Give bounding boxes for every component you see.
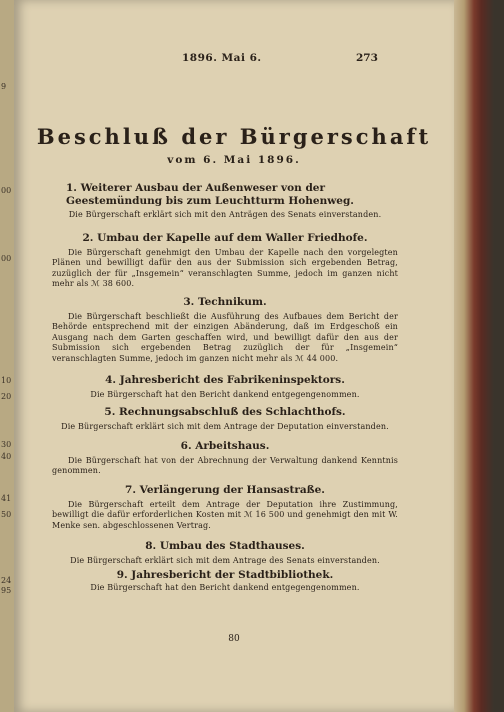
item-body: Die Bürgerschaft hat den Bericht dankend entgegengenommen.	[90, 389, 360, 399]
running-head-date: 1896. Mai 6.	[182, 52, 262, 64]
item-heading: 2. Umbau der Kapelle auf dem Waller Friedhofe.	[82, 232, 368, 244]
item-heading: 6. Arbeitshaus.	[180, 440, 270, 452]
resolution-item	[52, 232, 398, 290]
item-body: Die Bürgerschaft hat von der Abrechnung der Verwaltung dankend Kenntnis genommen.	[52, 455, 398, 475]
item-body: Die Bürgerschaft beschließt die Ausführung des Aufbaues dem Bericht der Behörde entsprechend mit der einzigen Abänderung, daß im Erdgeschoß ein Ausgang nach dem Garten geschaffen wird, und bewilligt dafür den aus der Submission sich ergebenden Betrag zuzüglich der für „Insgemein“ veranschlagten Summe, jedoch im ganzen nicht mehr als ℳ 44 000.	[52, 311, 398, 363]
resolution-item	[52, 406, 398, 432]
item-body: Die Bürgerschaft erklärt sich mit dem Antrage des Senats einverstanden.	[70, 555, 380, 565]
resolution-item	[52, 296, 398, 364]
margin-number: 95	[1, 586, 12, 595]
item-heading: 1. Weiterer Ausbau der Außenweser von der Geestemündung bis zum Leuchtturm Hohenweg.	[66, 182, 354, 207]
resolution-item	[52, 540, 398, 566]
margin-number: 41	[1, 494, 12, 503]
item-body: Die Bürgerschaft genehmigt den Umbau der Kapelle nach den vorgelegten Plänen und bewilligt dafür den aus der Submission sich ergebenden Betrag, zuzüglich der für „Insgemein“ veranschlagten Summe, jedoch im ganzen nicht mehr als ℳ 38 600.	[52, 247, 398, 288]
item-heading: 5. Rechnungsabschluß des Schlachthofs.	[104, 406, 346, 418]
running-head	[14, 52, 454, 66]
footer-number: 80	[228, 634, 240, 644]
item-heading: 9. Jahresbericht der Stadtbibliothek.	[116, 569, 334, 581]
margin-number: 9	[1, 82, 7, 91]
item-heading: 8. Umbau des Stadthauses.	[145, 540, 305, 552]
margin-number: 50	[1, 510, 12, 519]
item-body: Die Bürgerschaft hat den Bericht dankend entgegengenommen.	[90, 582, 360, 592]
document-page	[14, 0, 454, 712]
resolution-item	[52, 182, 398, 221]
book-edge	[454, 0, 504, 712]
adjacent-page-strip	[0, 0, 14, 712]
page-title: Beschluß der Bürgerschaft	[36, 124, 432, 149]
resolution-item	[52, 440, 398, 477]
margin-number: 30	[1, 440, 12, 449]
item-heading: 3. Technikum.	[183, 296, 267, 308]
margin-number: 40	[1, 452, 12, 461]
page-subtitle: vom 6. Mai 1896.	[167, 154, 301, 166]
margin-number: 20	[1, 392, 12, 401]
resolution-item	[52, 484, 398, 531]
page-number: 273	[356, 52, 378, 64]
margin-number: 10	[1, 376, 12, 385]
margin-number: 00	[1, 186, 12, 195]
margin-number: 24	[1, 576, 12, 585]
item-body: Die Bürgerschaft erklärt sich mit dem Antrage der Deputation einverstanden.	[61, 421, 389, 431]
item-body: Die Bürgerschaft erklärt sich mit den Anträgen des Senats einverstanden.	[68, 210, 382, 219]
margin-number: 00	[1, 254, 12, 263]
item-heading: 7. Verlängerung der Hansastraße.	[125, 484, 325, 496]
resolution-item	[52, 374, 398, 400]
item-body: Die Bürgerschaft erteilt dem Antrage der Deputation ihre Zustimmung, bewilligt die dafür erforderlichen Kosten mit ℳ 16 500 und genehmigt den mit W. Menke sen. abgeschlossenen Vertrag.	[52, 499, 398, 530]
item-heading: 4. Jahresbericht des Fabrikeninspektors.	[105, 374, 345, 386]
resolution-item	[52, 569, 398, 593]
